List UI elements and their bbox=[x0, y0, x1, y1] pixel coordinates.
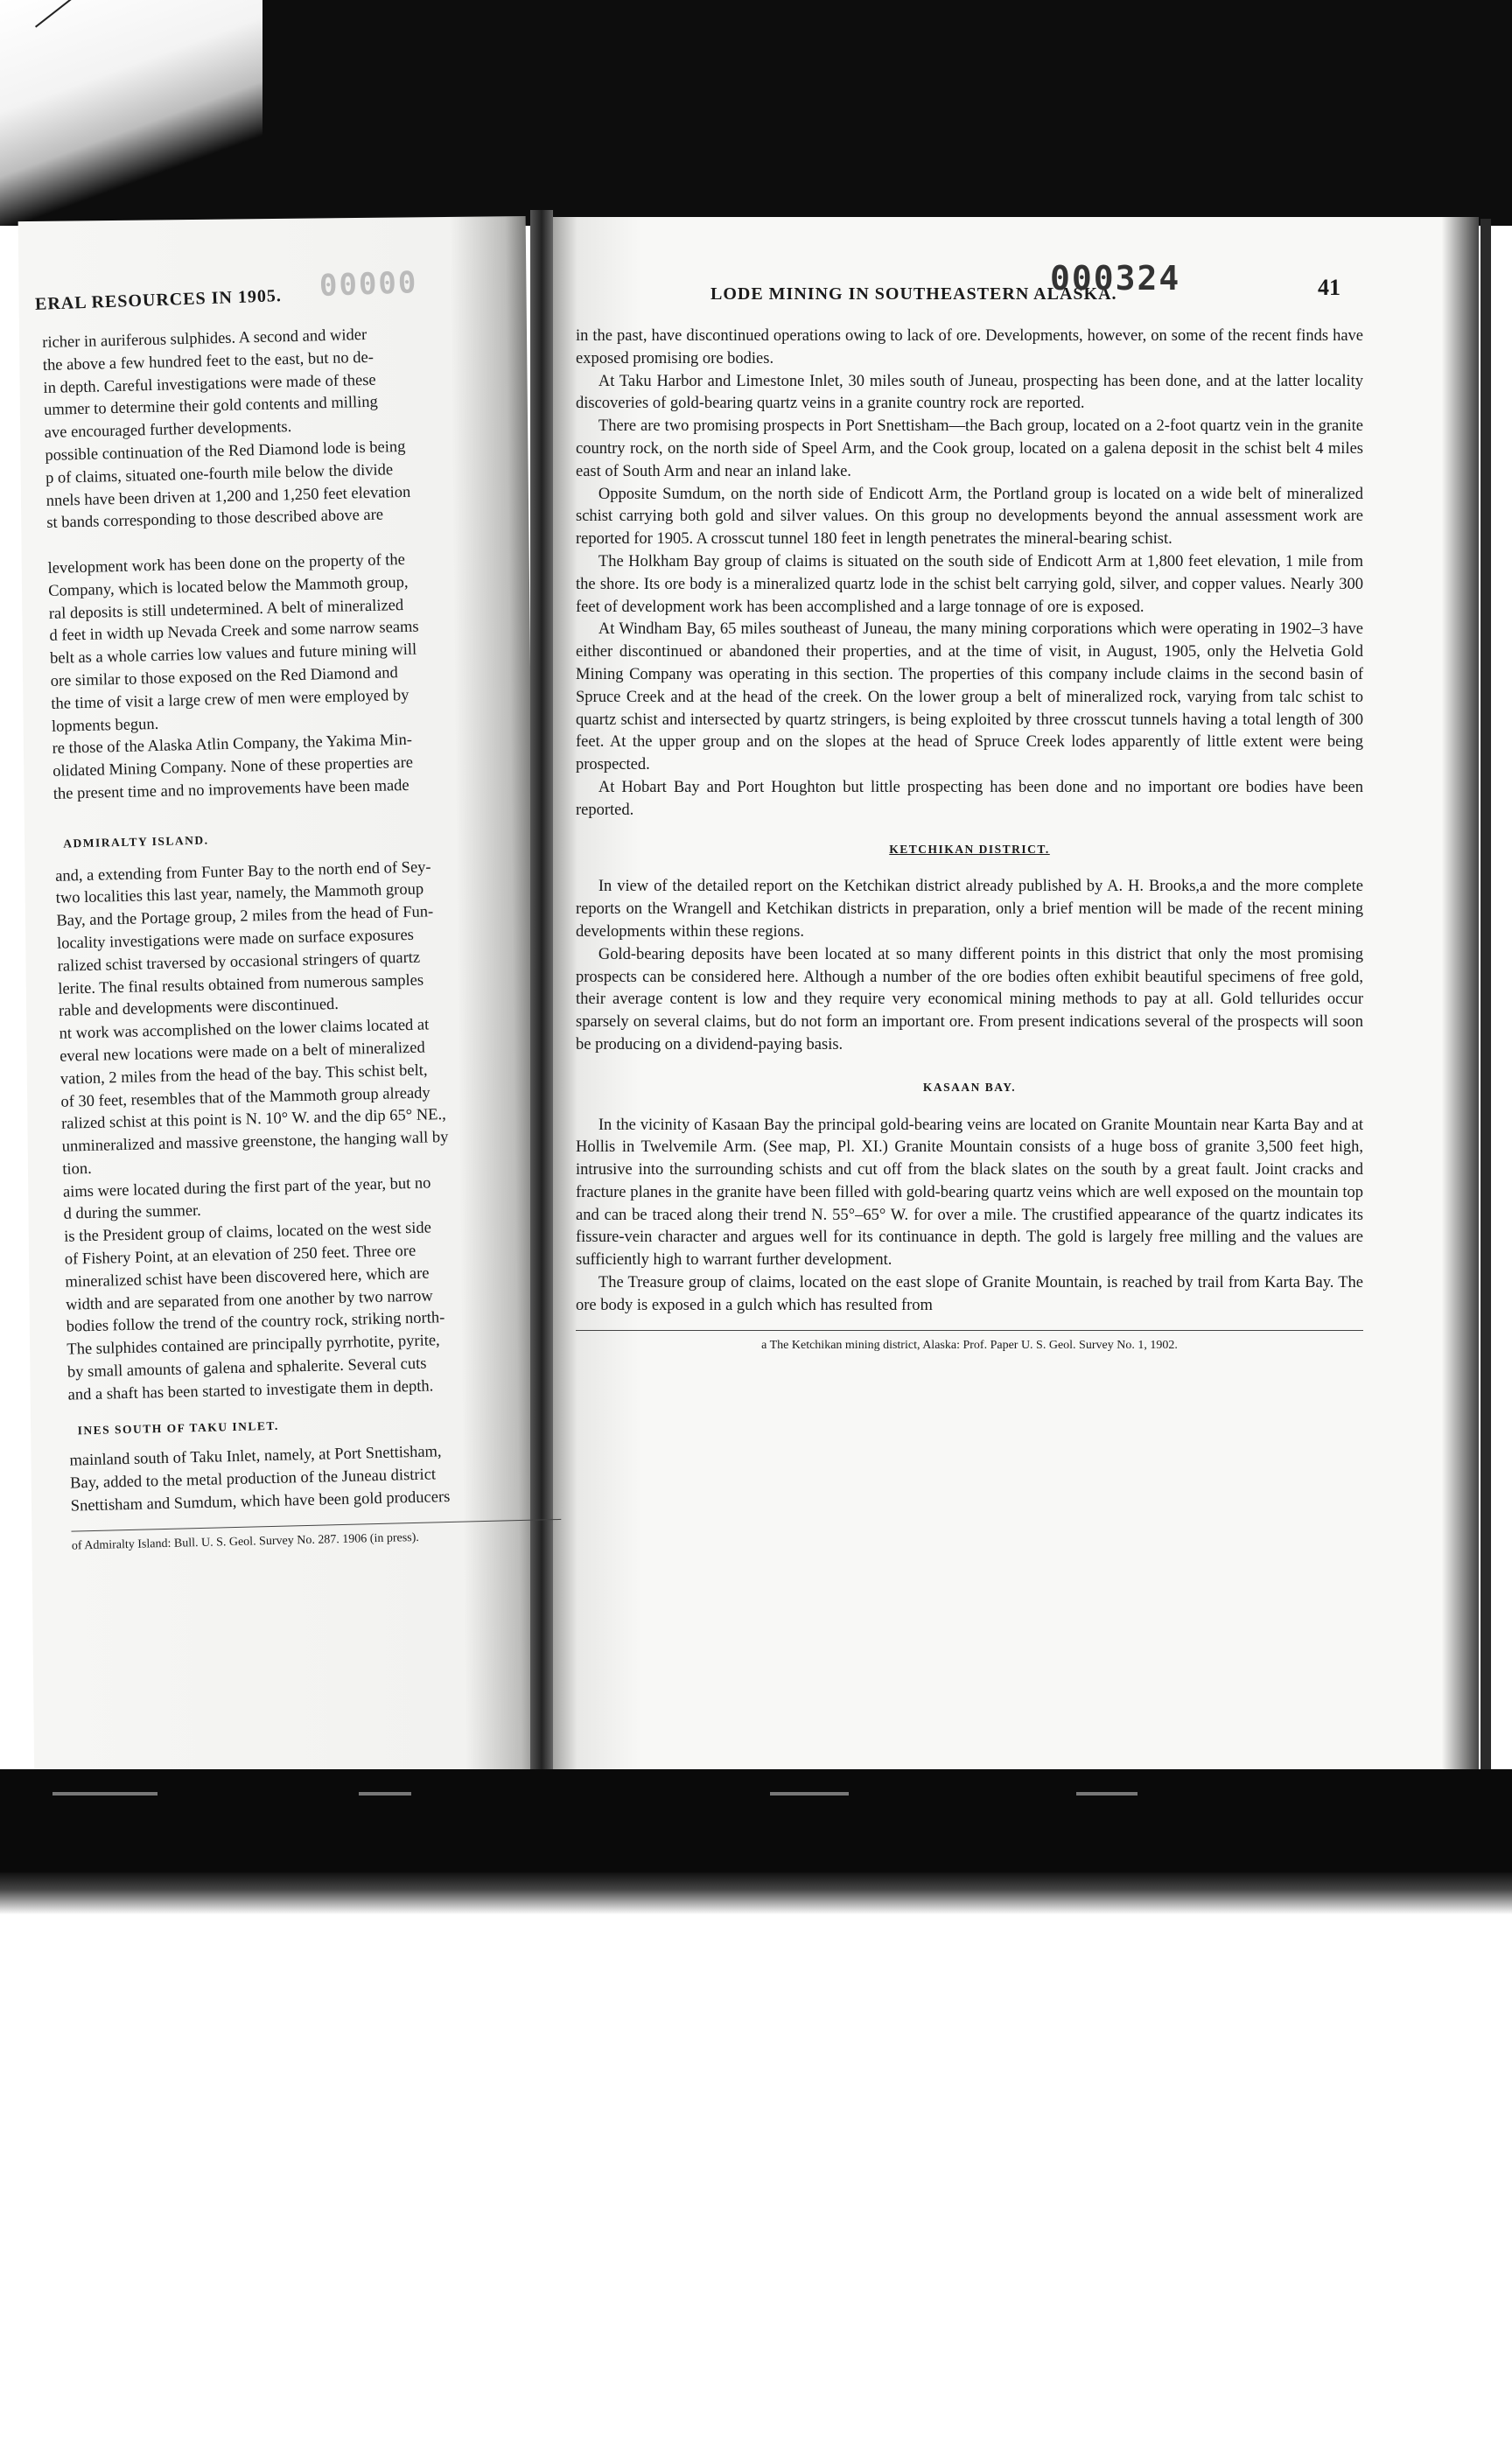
section-heading-kasaan: KASAAN BAY. bbox=[922, 1080, 1017, 1094]
right-text-block-top bbox=[576, 326, 1363, 822]
paragraph: The Holkham Bay group of claims is situated on the south side of Endicott Arm at 1,800 feet elevation, 1 mile from the shore. Its ore body is a mineralized quartz lode in the schist belt carrying gold, silver, and copper values. Nearly 300 feet of development work has been accomplished and a large tonnage of ore is exposed. bbox=[576, 552, 1363, 616]
text-line: aims were located during the first part of the year, but no bbox=[62, 1174, 431, 1201]
text-line: st bands corresponding to those described above are bbox=[46, 506, 384, 533]
paragraph: In the vicinity of Kasaan Bay the principal gold-bearing veins are located on Granite Mountain near Karta Bay and at Hollis in Twelvemile Arm. (See map, Pl. XI.) Granite Mountain consists of a huge boss of granite 3,500 feet high, intrusive into the surrounding schists and cut off from the black slates on the south by a great fault. Joint cracks and fracture planes in the granite have been filled with gold-bearing quartz veins which are well exposed on the mountain top and can be traced along their trend N. 55°–65° W. for over a mile. The crustified appearance of the quartz indicates its fissure-vein character and argues well for its continuance in depth. The gold is largely free milling and the values are sufficiently high to warrant further development. bbox=[576, 1116, 1363, 1270]
right-page-edge bbox=[1480, 219, 1491, 1776]
scan-bottom-border bbox=[0, 1769, 1512, 1874]
text-line: by small amounts of galena and sphalerite. Several cuts bbox=[66, 1354, 427, 1382]
text-line: Bay, added to the metal production of the Juneau district bbox=[69, 1466, 437, 1493]
text-line: everal new locations were made on a belt of mineralized bbox=[59, 1039, 425, 1066]
section-heading-ketchikan: KETCHIKAN DISTRICT. bbox=[889, 842, 1050, 856]
text-line: in depth. Careful investigations were made of these bbox=[43, 371, 376, 397]
text-line: the time of visit a large crew of men were employed by bbox=[51, 686, 410, 713]
scan-bottom-fade bbox=[0, 1872, 1512, 1914]
left-footnote: of Admiralty Island: Bull. U. S. Geol. Survey No. 287. 1906 (in press). bbox=[71, 1530, 419, 1553]
right-footnote: a The Ketchikan mining district, Alaska: Prof. Paper U. S. Geol. Survey No. 1, 1902. bbox=[761, 1338, 1178, 1352]
paragraph: At Windham Bay, 65 miles southeast of Juneau, the many mining corporations which were operating in 1902–3 have either discontinued or abandoned their properties, and at the time of visit, in August, 1905, only the Helvetia Gold Mining Company was operating in this section. The properties of this company include claims in the second basin of Spruce Creek and at the head of the creek. On the lower group a belt of mineralized rock, varying from talc schist to quartz schist and intersected by quartz stringers, is being exploited by three crosscut tunnels having a total length of 300 feet. At the upper group and on the slopes at the head of Spruce Creek lodes apparently of little extent were being prospected. bbox=[576, 620, 1363, 774]
text-line: unmineralized and massive greenstone, the hanging wall by bbox=[61, 1129, 449, 1156]
scan-mark bbox=[1076, 1792, 1138, 1796]
left-faint-stamp: 00000 bbox=[318, 265, 419, 304]
text-line: and, a extending from Funter Bay to the north end of Sey- bbox=[54, 858, 431, 886]
paragraph: in the past, have discontinued operations owing to lack of ore. Developments, however, on some of the recent finds have exposed promising ore bodies. bbox=[576, 327, 1363, 368]
scan-mark bbox=[52, 1792, 158, 1796]
text-line: d feet in width up Nevada Creek and some narrow seams bbox=[49, 618, 419, 646]
text-line: nt work was accomplished on the lower claims located at bbox=[59, 1016, 430, 1043]
text-line: ral deposits is still undetermined. A belt of mineralized bbox=[48, 596, 404, 623]
text-line: possible continuation of the Red Diamond lode is being bbox=[45, 438, 406, 465]
text-line: d during the summer. bbox=[63, 1202, 202, 1224]
left-column bbox=[42, 320, 562, 1554]
right-footnote-rule bbox=[576, 1330, 1363, 1331]
text-line: mineralized schist have been discovered here, which are bbox=[65, 1264, 430, 1292]
text-line: vation, 2 miles from the head of the bay. This schist belt, bbox=[60, 1061, 428, 1088]
text-line: of Fishery Point, at an elevation of 250 feet. Three ore bbox=[64, 1242, 416, 1269]
text-line: Snettisham and Sumdum, which have been gold producers bbox=[70, 1488, 451, 1516]
text-line: re those of the Alaska Atlin Company, the Yakima Min- bbox=[52, 732, 413, 759]
text-line: ave encouraged further developments. bbox=[44, 418, 292, 443]
text-line: ralized schist at this point is N. 10° W. and the dip 65° NE., bbox=[60, 1106, 446, 1134]
text-line: Bay, and the Portage group, 2 miles from the head of Fun- bbox=[56, 903, 434, 930]
text-line: is the President group of claims, located on the west side bbox=[64, 1219, 432, 1246]
right-text-block-kasaan bbox=[576, 1115, 1363, 1318]
paragraph: At Taku Harbor and Limestone Inlet, 30 miles south of Juneau, prospecting has been done, and at the latter locality discoveries of gold-bearing quartz veins in a granite country rock are reported. bbox=[576, 372, 1363, 413]
right-text-block-ketchikan bbox=[576, 876, 1363, 1056]
text-line: lerite. The final results obtained from numerous samples bbox=[58, 971, 424, 998]
text-line: two localities this last year, namely, the Mammoth group bbox=[55, 880, 424, 908]
text-line: and a shaft has been started to investigate them in depth. bbox=[67, 1377, 434, 1404]
text-line: belt as a whole carries low values and future mining will bbox=[49, 640, 417, 668]
text-line: Company, which is located below the Mammoth group, bbox=[47, 573, 409, 600]
left-text-block-2 bbox=[55, 854, 558, 1408]
scan-mark bbox=[770, 1792, 849, 1796]
text-line: locality investigations were made on surface exposures bbox=[56, 926, 415, 953]
paragraph: In view of the detailed report on the Ketchikan district already published by A. H. Brooks,a and the more complete reports on the Wrangell and Ketchikan districts in preparation, only a brief mention will be made of the recent mining developments within these regions. bbox=[576, 878, 1363, 941]
document-stamp: 000324 bbox=[1050, 259, 1181, 298]
text-line: tion. bbox=[62, 1159, 93, 1179]
paragraph: The Treasure group of claims, located on the east slope of Granite Mountain, is reached by trail from Karta Bay. The ore body is exposed in a gulch which has resulted from bbox=[576, 1274, 1363, 1314]
right-column bbox=[576, 326, 1363, 1354]
paragraph: There are two promising prospects in Port Snettisham—the Bach group, located on a 2-foot quartz vein in the granite country rock, on the north side of Speel Arm, and the Cook group, located on a galena deposit in the schist belt 4 miles east of South Arm and near an inland lake. bbox=[576, 417, 1363, 480]
scan-mark bbox=[359, 1792, 411, 1796]
section-heading-admiralty: ADMIRALTY ISLAND. bbox=[63, 833, 209, 850]
scan-corner-shadow bbox=[0, 0, 262, 226]
section-heading-taku: INES SOUTH OF TAKU INLET. bbox=[77, 1418, 279, 1438]
text-line: the above a few hundred feet to the east, but no de- bbox=[42, 348, 374, 374]
text-line: p of claims, situated one-fourth mile below the divide bbox=[45, 461, 394, 487]
text-line: the present time and no improvements have been made bbox=[52, 776, 410, 803]
text-line: The sulphides contained are principally pyrrhotite, pyrite, bbox=[66, 1332, 440, 1359]
page-number: 41 bbox=[1318, 275, 1340, 300]
text-line: richer in auriferous sulphides. A second and wider bbox=[42, 326, 368, 352]
left-text-block-3 bbox=[69, 1438, 561, 1518]
text-line: ore similar to those exposed on the Red Diamond and bbox=[50, 664, 399, 690]
text-line: ummer to determine their gold contents and milling bbox=[43, 394, 379, 420]
text-line: rable and developments were discontinued. bbox=[58, 996, 340, 1021]
text-line: ralized schist traversed by occasional stringers of quartz bbox=[57, 948, 421, 976]
text-line: bodies follow the trend of the country rock, striking north- bbox=[66, 1309, 445, 1337]
text-line: of 30 feet, resembles that of the Mammoth group already bbox=[60, 1083, 430, 1111]
left-running-head: ERAL RESOURCES IN 1905. bbox=[34, 286, 283, 314]
paragraph: At Hobart Bay and Port Houghton but little prospecting has been done and no important ore bodies have been reported. bbox=[576, 778, 1363, 819]
text-line: olidated Mining Company. None of these properties are bbox=[52, 753, 414, 780]
right-running-head: LODE MINING IN SOUTHEASTERN ALASKA. bbox=[710, 284, 1117, 304]
text-line: width and are separated from one another by two narrow bbox=[65, 1287, 433, 1314]
paragraph: Opposite Sumdum, on the north side of Endicott Arm, the Portland group is located on a wide belt of mineralized schist carrying both gold and silver values. On this group no developments beyond the annual assessment work are reported for 1905. A crosscut tunnel 180 feet in length penetrates the mineral-bearing schist. bbox=[576, 485, 1363, 549]
text-line: mainland south of Taku Inlet, namely, at Port Snettisham, bbox=[69, 1443, 442, 1471]
text-line: lopments begun. bbox=[51, 715, 159, 736]
text-line: nnels have been driven at 1,200 and 1,250 feet elevation bbox=[46, 483, 411, 510]
text-line: levelopment work has been done on the property of the bbox=[47, 550, 406, 578]
left-text-block-1 bbox=[42, 320, 543, 806]
paragraph: Gold-bearing deposits have been located at so many different points in this district that only the most promising prospects can be considered here. Although a number of the ore bodies often exhibit beautiful specimens of free gold, their average content is low and they require very economical mining methods to pay at all. Gold tellurides occur sparsely on several claims, but do not form an important ore. From present indications several of the prospects will soon be producing on a dividend-paying basis. bbox=[576, 945, 1363, 1054]
